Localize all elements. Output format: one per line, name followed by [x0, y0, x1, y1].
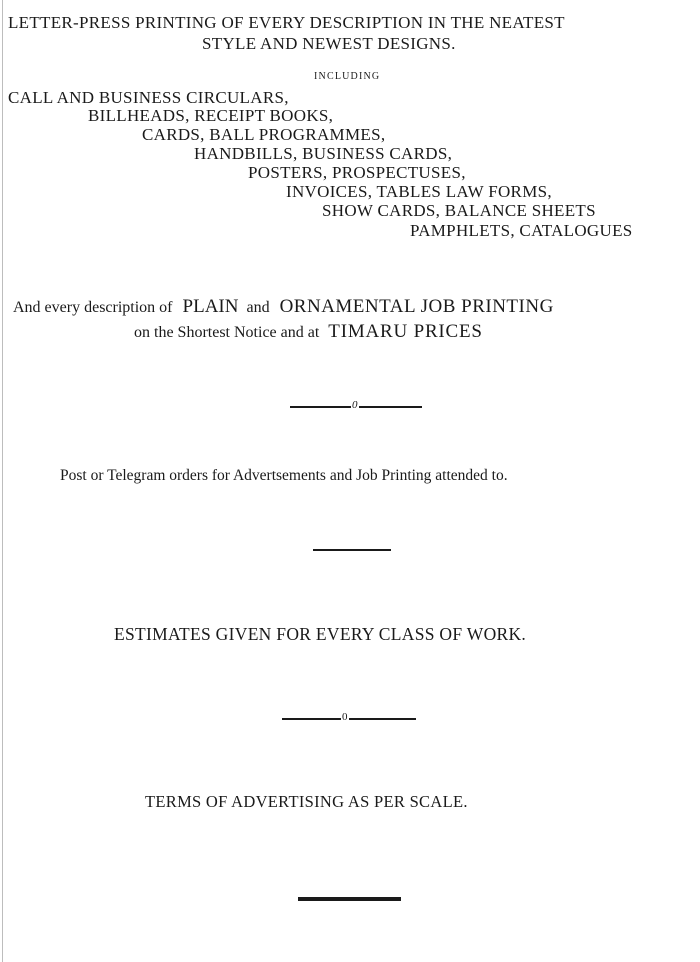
orders-notice: Post or Telegram orders for Advertsements and Job Printing attended to.	[60, 467, 508, 484]
list-item-billheads: BILLHEADS, RECEIPT BOOKS,	[88, 106, 334, 125]
list-item-handbills: HANDBILLS, BUSINESS CARDS,	[194, 144, 453, 163]
estimates-notice: ESTIMATES GIVEN FOR EVERY CLASS OF WORK.	[114, 624, 527, 644]
ornament-rule	[282, 718, 416, 720]
header-line-1: LETTER-PRESS PRINTING OF EVERY DESCRIPTION IN THE NEATEST	[8, 13, 565, 32]
list-item-posters: POSTERS, PROSPECTUSES,	[248, 163, 466, 182]
ornament-letter: 0	[352, 399, 358, 411]
plain-job-line-1	[13, 297, 554, 316]
list-item-show-cards: SHOW CARDS, BALANCE SHEETS	[322, 201, 596, 220]
list-item-cards: CARDS, BALL PROGRAMMES,	[142, 125, 386, 144]
list-item-circulars: CALL AND BUSINESS CIRCULARS,	[8, 88, 289, 107]
plain-word: PLAIN	[182, 296, 239, 317]
including-label: INCLUDING	[314, 71, 381, 82]
ornamental-job-printing: ORNAMENTAL JOB PRINTING	[279, 296, 554, 317]
list-item-invoices: INVOICES, TABLES LAW FORMS,	[286, 182, 552, 201]
timaru-prices: TIMARU PRICES	[328, 321, 483, 342]
ornament-divider-4	[298, 897, 401, 901]
shortest-notice-text: on the Shortest Notice and at	[134, 324, 320, 341]
ornament-letter: 0	[342, 711, 348, 723]
ornament-divider-2	[313, 549, 391, 551]
list-item-pamphlets: PAMPHLETS, CATALOGUES	[410, 221, 633, 240]
terms-notice: TERMS OF ADVERTISING AS PER SCALE.	[145, 792, 468, 811]
and-word: and	[246, 299, 270, 316]
plain-job-line-2	[134, 322, 483, 341]
left-margin-rule	[2, 0, 3, 962]
header-line-2: STYLE AND NEWEST DESIGNS.	[202, 34, 456, 53]
plain-job-intro: And every description of	[13, 299, 173, 316]
